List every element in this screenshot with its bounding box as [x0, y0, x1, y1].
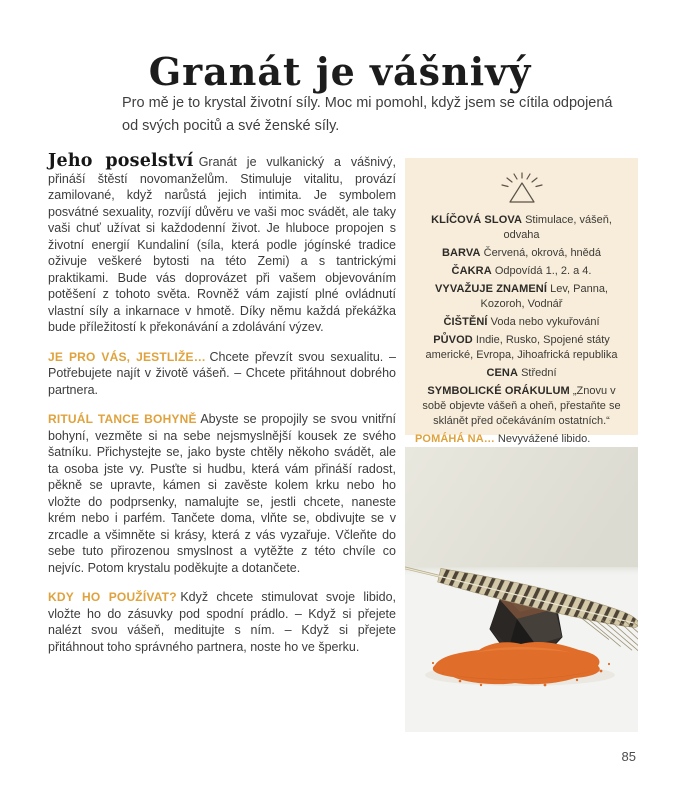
fact-label: SYMBOLICKÉ ORÁKULUM: [427, 385, 570, 397]
fact-label: ČAKRA: [451, 265, 492, 277]
fact-oracle: [415, 384, 628, 429]
section-ritual: [48, 411, 396, 576]
fact-value: Voda nebo vykuřování: [490, 316, 600, 328]
fact-label: CENA: [486, 367, 519, 379]
fact-label: POMÁHÁ NA…: [415, 433, 495, 445]
photo-backdrop: [405, 447, 638, 567]
fact-value: Odpovídá 1., 2. a 4.: [494, 265, 592, 277]
fact-origin: [415, 333, 628, 363]
page-number: 85: [621, 749, 636, 764]
fact-label: VYVAŽUJE ZNAMENÍ: [434, 283, 548, 295]
section-heading: RITUÁL TANCE BOHYNĚ: [48, 412, 197, 426]
fact-value: Nevyvážené libido.: [497, 433, 591, 445]
fact-keywords: [415, 213, 628, 243]
fact-color: [415, 246, 628, 261]
fact-chakra: [415, 264, 628, 279]
page-title: Granát je vášnivý: [148, 49, 532, 95]
fact-cleansing: [415, 315, 628, 330]
fact-label: KLÍČOVÁ SLOVA: [431, 214, 523, 226]
fact-value: Střední: [521, 367, 557, 379]
section-body: Abyste se propojily se svou vnitřní bohyní, vezměte si na sebe nejsmyslnější kousek ze svého šatníku. Přichystejte se, jako byste chtěly někoho svádět, ale ta osoba jste vy. Pusťte si hudbu, která vám přináší radost, pěkně se upravte, kámen si zavěste kolem krku nebo ho vložte do podprsenky, namalujte se, jestli chcete, naneste krém nebo i parfém. Tančete doma, vlňte se, obdivujte se v zrcadle a všimněte si krásy, která z vás vyzařuje. Včleňte do sebe tuto přirozenou smyslnost a vytěžte z této chvíle co nejvíc. Potom krystalu poděkujte a dotančete.: [48, 412, 396, 575]
section-heading: Jeho poselství: [48, 151, 194, 171]
fact-value: Lev, Panna, Kozoroh, Vodnář: [480, 283, 608, 310]
fact-label: ČIŠTĚNÍ: [443, 316, 488, 328]
triangle-rays-icon: [498, 172, 546, 206]
fact-value: „Znovu v sobě objevte vášeň a oheň, přestaňte se sklánět před očekáváním ostatních.“: [422, 385, 621, 427]
factbox: [405, 158, 638, 445]
fact-label: PŮVOD: [433, 334, 473, 346]
section-for-you: [48, 349, 396, 399]
section-body: Když chcete stimulovat svoje libido, vložte ho do zásuvky pod spodní prádlo. – Když si přejete nalézt svou vášeň, meditujte s ním. – Když si přejete přitáhnout toho správného partnera, noste ho ve šperku.: [48, 590, 396, 654]
article-column: [48, 153, 396, 668]
section-when-to-use: [48, 589, 396, 655]
intro-quote: Pro mě je to krystal životní síly. Moc mi pomohl, když jsem se cítila odpojená od svých pocitů a své ženské síly.: [122, 95, 613, 134]
fact-value: Červená, okrová, hnědá: [483, 247, 602, 259]
section-message: [48, 153, 396, 336]
fact-value: Indie, Rusko, Spojené státy americké, Evropa, Jihoafrická republika: [425, 334, 618, 361]
fact-value: Stimulace, vášeň, odvaha: [503, 214, 612, 241]
section-heading: JE PRO VÁS, JESTLIŽE…: [48, 349, 206, 364]
fact-label: BARVA: [441, 247, 481, 259]
section-heading: KDY HO POUŽÍVAT?: [48, 590, 177, 604]
fact-price: [415, 366, 628, 381]
section-body: Granát je vulkanický a vášnivý, přináší štěstí novomanželům. Stimuluje vitalitu, provází zamilované, když narůstá jejich intimita. Je symbolem posvátné sexuality, rozvíjí důvěru ve vaši moc svádět, ale taky vaši chuť užívat si každodenní život. Je hluboce propojen s životní energií Kundaliní (síla, která podle jógínské tradice oživuje veškeré bytosti na této Zemi) a s tantrickými praktikami. Bude vás doprovázet při vašem objevováním potěšení z tohoto světa. Rovněž vám zajistí plné ovládnutí vlastní síly a inkarnace v hmotě. Díky němu každá překážka bude příležitostí k překonávání a zdolávání výzev.: [48, 155, 397, 334]
section-body: Chcete převzít svou sexualitu. – Potřebujete najít v životě vášeň. – Chcete přitáhnout dobrého partnera.: [48, 349, 396, 397]
fact-zodiac: [415, 282, 628, 312]
garnet-photo: [405, 447, 638, 732]
